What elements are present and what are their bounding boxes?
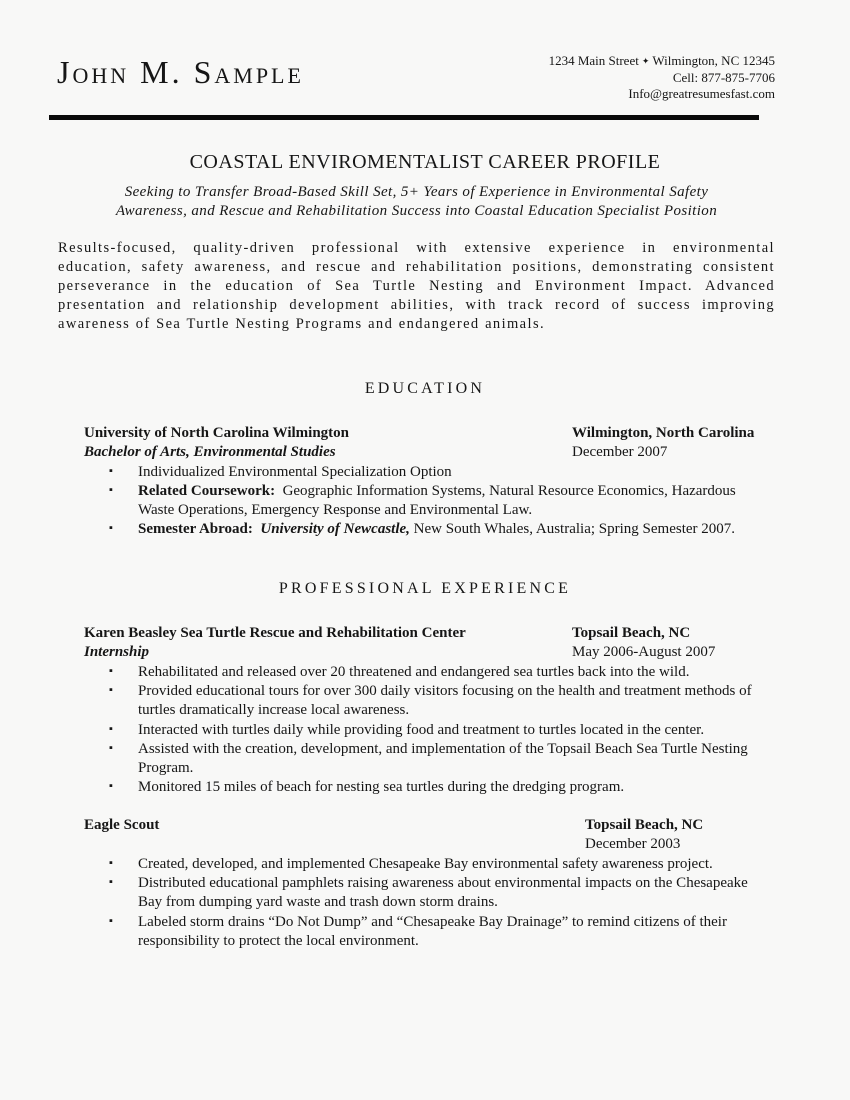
bullet-item bbox=[58, 721, 775, 740]
job-entry-internship bbox=[58, 624, 775, 798]
job-location: Topsail Beach, NC bbox=[572, 624, 691, 641]
degree-row bbox=[84, 443, 775, 463]
career-profile-subtitle bbox=[58, 183, 775, 222]
graduation-date: December 2007 bbox=[572, 444, 668, 460]
city-state-zip: Wilmington, NC 12345 bbox=[652, 53, 775, 68]
summary-paragraph: Results-focused, quality-driven professional with extensive experience in environmental education, safety awareness, and rescue and rehabilitation positions, demonstrating consistent perseverance in the education of Sea Turtle Nesting and Environment Impact. Advanced presentation and relationship development abilities, with track record of success improving awareness of Sea Turtle Nesting Programs and endangered animals. bbox=[58, 239, 775, 332]
address-line bbox=[549, 53, 775, 70]
bullet-text: Related Coursework: bbox=[138, 482, 283, 499]
organization-row bbox=[84, 816, 775, 836]
bullet-text: Geographic Information Systems, Natural Resource Economics, Hazardous Waste Operations, Emergency Response and Environmental Law. bbox=[138, 482, 740, 519]
bullet-text: Labeled storm drains “Do Not Dump” and “Chesapeake Bay Drainage” to remind citizens of their responsibility to protect the local environment. bbox=[138, 913, 731, 949]
header bbox=[0, 0, 850, 103]
bullet-item bbox=[58, 463, 758, 482]
job-entry-eagle-scout bbox=[58, 816, 775, 951]
school-row bbox=[84, 424, 775, 444]
contact-info bbox=[549, 53, 775, 103]
bullet-item bbox=[58, 682, 775, 721]
candidate-name: John M. Sample bbox=[57, 54, 304, 90]
job-title: Internship bbox=[84, 644, 150, 661]
job-location: Topsail Beach, NC bbox=[585, 816, 704, 833]
subtitle-line: Seeking to Transfer Broad-Based Skill Set, 5+ Years of Experience in Environmental Safety bbox=[124, 183, 709, 200]
bullet-item bbox=[58, 520, 758, 539]
education-heading: EDUCATION bbox=[364, 379, 486, 397]
bullet-text: Interacted with turtles daily while providing food and treatment to turtles located in the center. bbox=[138, 721, 705, 738]
bullet-text: Monitored 15 miles of beach for nesting sea turtles during the dredging program. bbox=[138, 779, 625, 796]
bullet-text: Created, developed, and implemented Chesapeake Bay environmental safety awareness project. bbox=[138, 855, 713, 872]
bullet-text: University of Newcastle, bbox=[260, 521, 410, 538]
bullet-item bbox=[58, 855, 775, 874]
education-bullets bbox=[58, 463, 758, 540]
email-address: Info@greatresumesfast.com bbox=[628, 86, 775, 101]
role-row bbox=[84, 643, 775, 663]
bullet-text: Distributed educational pamphlets raising awareness about environmental impacts on the Chesapeake Bay from dumping yard waste and trash down storm drains. bbox=[138, 875, 752, 911]
school-name: University of North Carolina Wilmington bbox=[84, 424, 350, 441]
career-profile-title: COASTAL ENVIROMENTALIST CAREER PROFILE bbox=[189, 150, 661, 173]
role-row bbox=[84, 835, 775, 855]
bullet-item bbox=[58, 663, 775, 682]
bullet-text: Rehabilitated and released over 20 threatened and endangered sea turtles back into the wild. bbox=[138, 663, 690, 680]
bullet-item bbox=[58, 482, 758, 521]
street-address: 1234 Main Street bbox=[548, 53, 639, 68]
job-bullets bbox=[58, 663, 775, 798]
bullet-item bbox=[58, 778, 775, 797]
bullet-text: Semester Abroad: bbox=[138, 521, 261, 538]
bullet-item bbox=[58, 874, 775, 913]
bullet-item bbox=[58, 913, 775, 952]
diamond-icon: ✦ bbox=[641, 56, 650, 66]
education-section bbox=[58, 424, 775, 540]
organization-name: Eagle Scout bbox=[84, 816, 160, 833]
job-header bbox=[84, 624, 775, 663]
education-entry bbox=[84, 424, 775, 463]
phone-number: Cell: 877-875-7706 bbox=[672, 69, 775, 85]
resume-body bbox=[0, 151, 850, 952]
job-title bbox=[84, 835, 585, 855]
job-dates: December 2003 bbox=[585, 836, 681, 853]
degree-name: Bachelor of Arts, Environmental Studies bbox=[84, 444, 336, 460]
bullet-text: Provided educational tours for over 300 daily visitors focusing on the health and treatment methods of turtles dramatically increase local awareness. bbox=[138, 682, 756, 719]
job-bullets bbox=[58, 855, 775, 951]
bullet-text: New South Whales, Australia; Spring Semester 2007. bbox=[409, 521, 736, 538]
experience-heading: PROFESSIONAL EXPERIENCE bbox=[278, 579, 572, 597]
job-header bbox=[84, 816, 775, 855]
organization-name: Karen Beasley Sea Turtle Rescue and Rehabilitation Center bbox=[84, 624, 466, 641]
subtitle-line: Awareness, and Rescue and Rehabilitation Success into Coastal Education Specialist Position bbox=[115, 203, 718, 219]
organization-row bbox=[84, 624, 775, 644]
job-dates: May 2006-August 2007 bbox=[572, 644, 716, 661]
bullet-item bbox=[58, 740, 775, 779]
experience-section bbox=[58, 624, 775, 952]
bullet-text: Individualized Environmental Specialization Option bbox=[138, 463, 452, 480]
bullet-text: Assisted with the creation, development, and implementation of the Topsail Beach Sea Turtle Nesting Program. bbox=[138, 740, 752, 777]
header-divider bbox=[49, 115, 759, 120]
school-location: Wilmington, North Carolina bbox=[572, 424, 755, 441]
